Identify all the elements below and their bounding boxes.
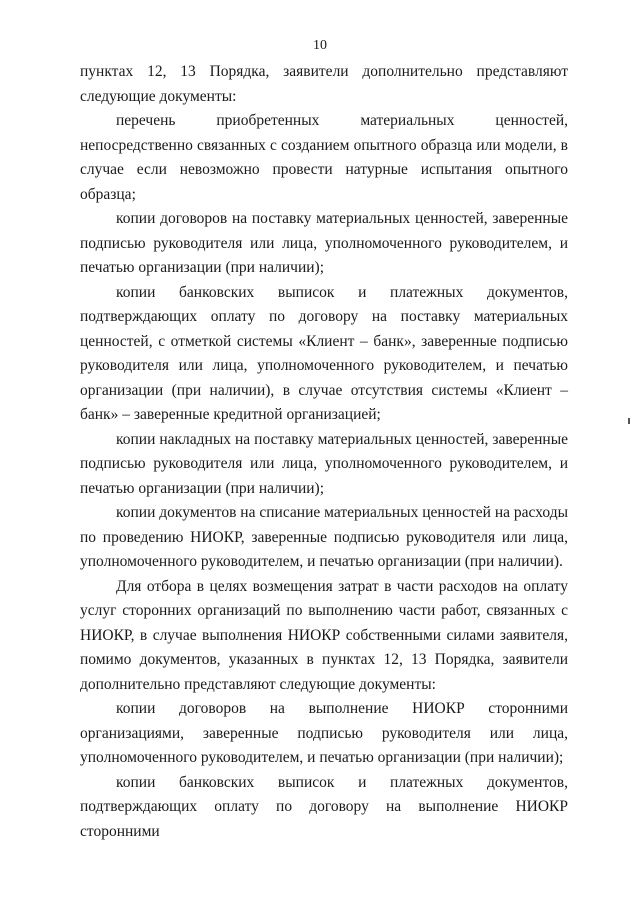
- paragraph-list-item: копии банковских выписок и платежных документов, подтверждающих оплату по договору на поставку материальных ценностей, с отметкой системы «Клиент – банк», заверенные подписью руководителя или лица, уполномоченного руководителем, и печатью организации (при наличии), в случае отсутствия системы «Клиент – банк» – заверенные кредитной организацией;: [80, 283, 568, 423]
- paragraph-list-item: копии документов на списание материальных ценностей на расходы по проведению НИОКР, заверенные подписью руководителя или лица, уполномоченного руководителем, и печатью организации (при наличии).: [80, 504, 568, 570]
- paragraph-list-item: копии договоров на поставку материальных ценностей, заверенные подписью руководителя или лица, уполномоченного руководителем, и печатью организации (при наличии);: [80, 210, 568, 276]
- paragraph-list-item: перечень приобретенных материальных ценностей, непосредственно связанных с созданием опытного образца или модели, в случае если невозможно провести натурные испытания опытного образца;: [80, 112, 568, 203]
- paragraph-list-item: копии договоров на выполнение НИОКР сторонними организациями, заверенные подписью руководителя или лица, уполномоченного руководителем, и печатью организации (при наличии);: [80, 700, 568, 766]
- document-body: [80, 60, 568, 844]
- paragraph-list-item: копии банковских выписок и платежных документов, подтверждающих оплату по договору на выполнение НИОКР сторонними: [80, 773, 568, 840]
- scan-edge-mark: [628, 418, 630, 424]
- paragraph-continuation: пунктах 12, 13 Порядка, заявители дополнительно представляют следующие документы:: [80, 63, 568, 105]
- paragraph-list-item: копии накладных на поставку материальных ценностей, заверенные подписью руководителя или лица, уполномоченного руководителем, и печатью организации (при наличии);: [80, 430, 568, 497]
- page-number: 10: [313, 38, 327, 53]
- paragraph-section: Для отбора в целях возмещения затрат в части расходов на оплату услуг сторонних организаций по выполнению части работ, связанных с НИОКР, в случае выполнения НИОКР собственными силами заявителя, помимо документов, указанных в пунктах 12, 13 Порядка, заявители дополнительно представляют следующие документы:: [80, 577, 568, 693]
